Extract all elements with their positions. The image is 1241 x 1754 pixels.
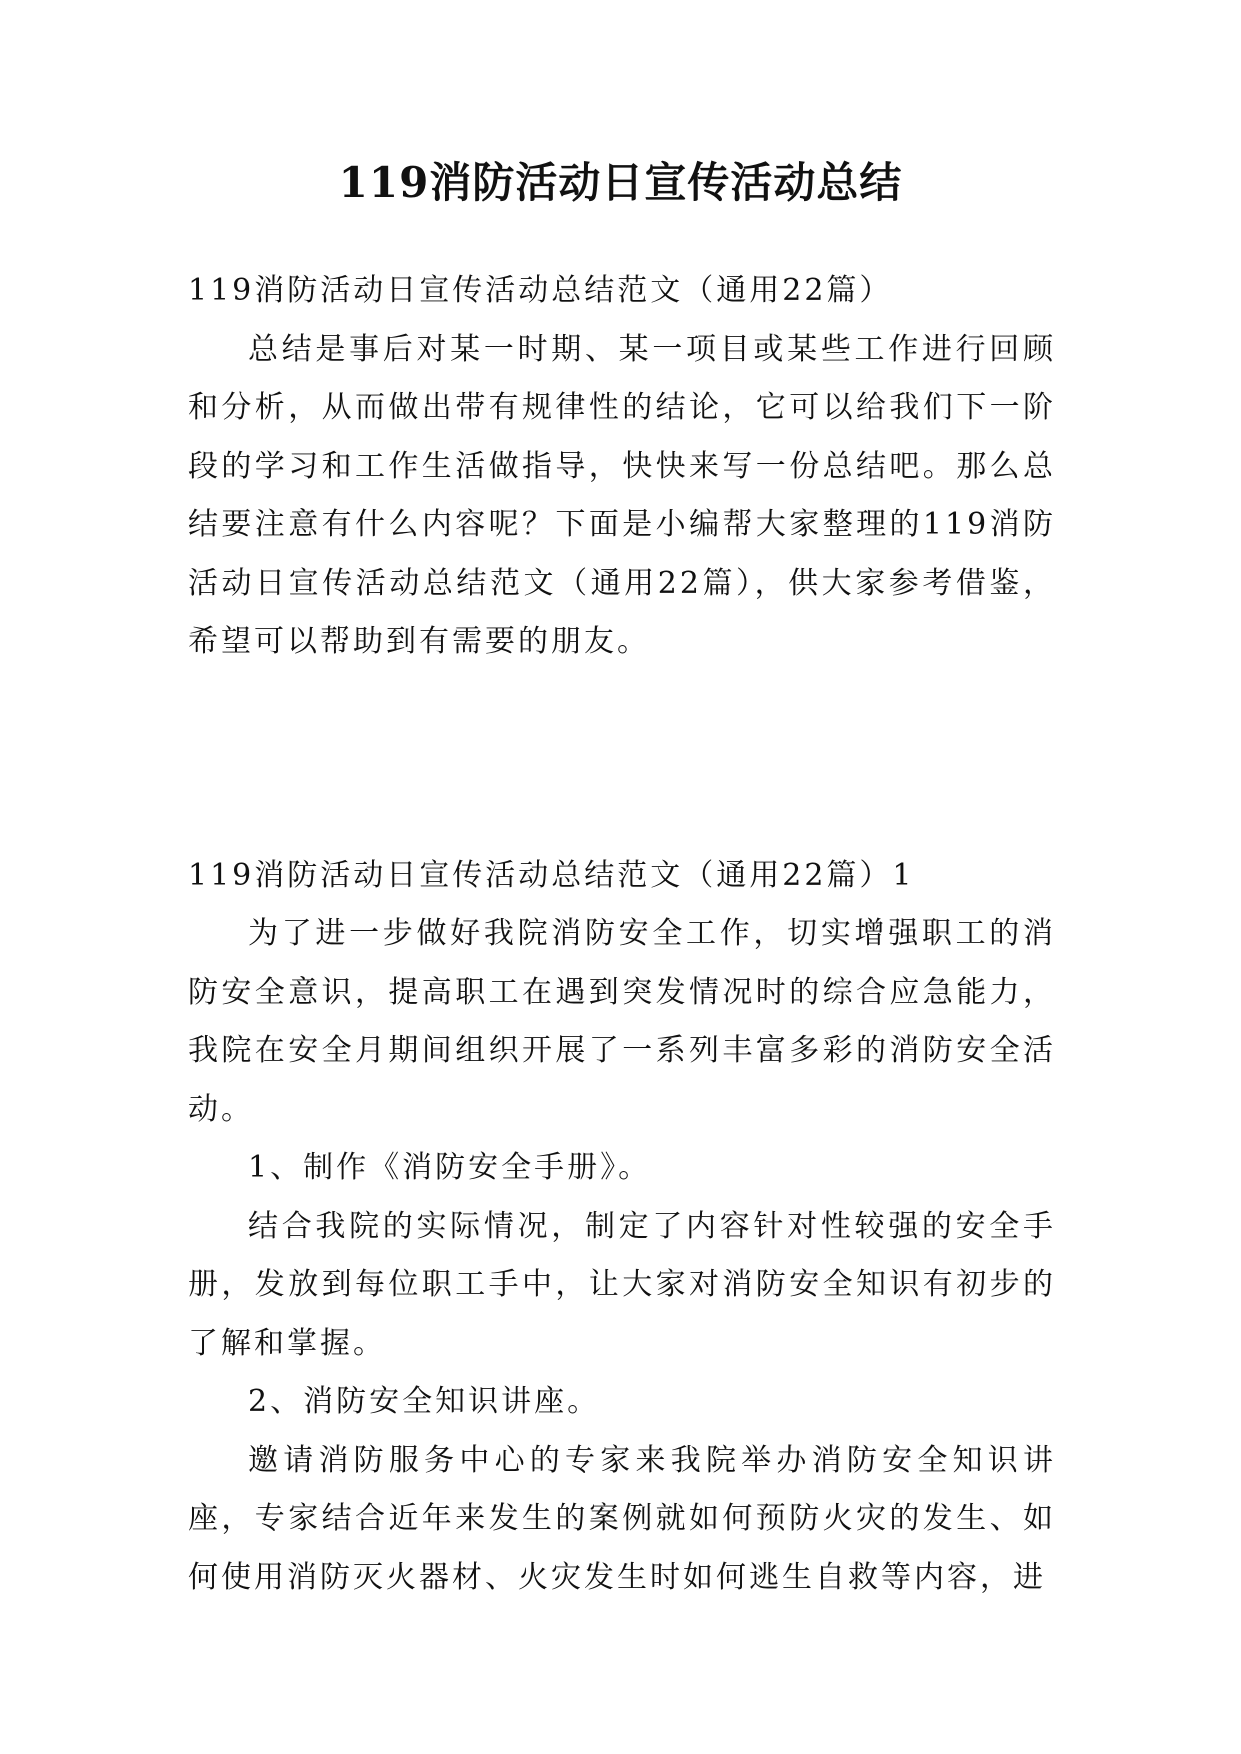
section1-item-1-title: 1、制作《消防安全手册》。 (248, 1150, 652, 1185)
document-title: 119消防活动日宣传活动总结 (338, 158, 903, 207)
intro-heading: 119消防活动日宣传活动总结范文（通用22篇） (188, 273, 893, 308)
section-spacer (188, 672, 1056, 847)
document-body (188, 262, 1056, 1607)
section1-paragraph-1: 为了进一步做好我院消防安全工作，切实增强职工的消防安全意识，提高职工在遇到突发情况时的综合应急能力，我院在安全月期间组织开展了一系列丰富多彩的消防安全活动。 (188, 916, 1056, 1127)
section1-paragraph-3: 邀请消防服务中心的专家来我院举办消防安全知识讲座，专家结合近年来发生的案例就如何预防火灾的发生、如何使用消防灭火器材、火灾发生时如何逃生自救等内容，进 (188, 1442, 1056, 1595)
section1-heading: 119消防活动日宣传活动总结范文（通用22篇）1 (188, 857, 915, 893)
section1-paragraph-2: 结合我院的实际情况，制定了内容针对性较强的安全手册，发放到每位职工手中，让大家对消防安全知识有初步的了解和掌握。 (188, 1208, 1056, 1361)
intro-paragraph: 总结是事后对某一时期、某一项目或某些工作进行回顾和分析，从而做出带有规律性的结论，它可以给我们下一阶段的学习和工作生活做指导，快快来写一份总结吧。那么总结要注意有什么内容呢？下面是小编帮大家整理的119消防活动日宣传活动总结范文（通用22篇），供大家参考借鉴，希望可以帮助到有需要的朋友。 (188, 331, 1056, 659)
section1-item-2-title: 2、消防安全知识讲座。 (248, 1384, 601, 1419)
